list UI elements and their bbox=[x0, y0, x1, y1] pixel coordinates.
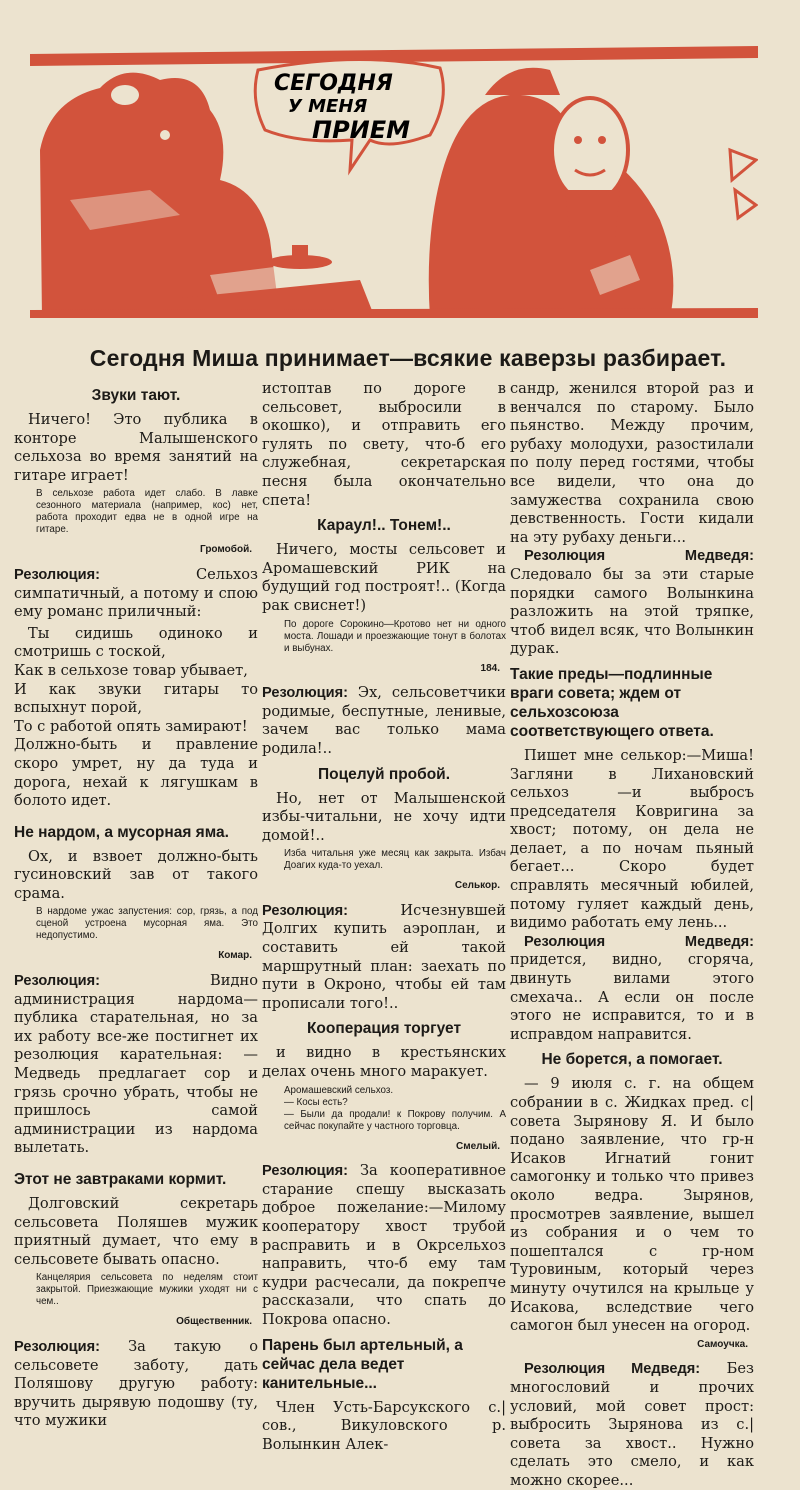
author-signature: Общественник. bbox=[176, 1316, 252, 1328]
poem-line: То с работой опять замирают! bbox=[14, 717, 248, 735]
column-3 bbox=[510, 380, 754, 1490]
resolution-label: Резолюция: bbox=[14, 566, 100, 583]
caption-line-1: СЕГОДНЯ bbox=[274, 71, 393, 96]
author-signature: Громобой. bbox=[200, 544, 252, 556]
author-signature: Комар. bbox=[218, 950, 252, 962]
article-title: Не нардом, а мусорная яма. bbox=[14, 823, 229, 841]
resolution-label: Резолюция Медведя: bbox=[524, 1361, 701, 1378]
reader-letter: В нардоме ужас запустения: сор, грязь, а под сценой устроена мусорная яма. Это недопустимо. bbox=[36, 906, 258, 942]
resolution-label: Резолюция Медведя: bbox=[524, 933, 754, 950]
article-title: Звуки тают. bbox=[91, 387, 181, 404]
reader-letter: В сельхозе работа идет слабо. В лавке сезонного материала (например, кос) нет, работа проходит едва не в одной игре на гитаре. bbox=[36, 488, 258, 536]
column-1 bbox=[14, 380, 258, 1431]
letter-line: — Косы есть? bbox=[284, 1096, 348, 1108]
poem-line: Ты сидишь одиноко и смотришь с тоской, bbox=[14, 624, 258, 661]
resolution-text: Следовало бы за эти старые порядки самого Волынкина разложить на этой тряпке, чтоб видел всяк, что Волынкин дурак. bbox=[510, 565, 754, 658]
resolution-text: Без многословий и прочих условий, мой совет прост: выбросить Зырянова из с.|совета за хвост.. Нужно сделать это смело, и как можно скорее... bbox=[510, 1360, 754, 1489]
letter-line: Аромашевский сельхоз. bbox=[284, 1084, 394, 1096]
resolution-text: За кооперативное старание спешу высказать доброе пожелание:—Милому кооператору хвост трубой расправить и в Окрсельхоз направить, что-б ему там кудри расчесали, да покрепче рассказали, что спать до Покрова опасно. bbox=[262, 1162, 507, 1328]
resolution-label: Резолюция: bbox=[262, 1163, 348, 1180]
resolution-text: Исчезнувшей Долгих купить аэроплан, и составить ей такой маршрутный план: заехать по пути в Окроно, чтобы ей там прописали того!.. bbox=[262, 901, 506, 1012]
poem-line: И как звуки гитары то вспыхнут порой, bbox=[14, 680, 258, 717]
resolution-label: Резолюция: bbox=[262, 902, 348, 919]
resolution-text: За такую о сельсовете заботу, дать Поляшову другую работу: вручить дырявую подошву (ту, что мужики bbox=[14, 1337, 259, 1430]
resolution-label: Резолюция: bbox=[14, 1338, 100, 1355]
article-body: и видно в крестьянских делах очень много маракует. bbox=[262, 1044, 506, 1081]
header-illustration bbox=[30, 40, 758, 318]
reader-letter: Изба читальня уже месяц как закрыта. Избач Доагих куда-то уехал. bbox=[284, 848, 506, 872]
article-title: Кооперация торгует bbox=[306, 1020, 462, 1038]
article-body: Ох, и взвоет должно-быть гусиновский зав от такого срама. bbox=[14, 847, 258, 902]
reader-letter bbox=[284, 1085, 506, 1133]
article-body: Пишет мне селькор:—Миша! Загляни в Лихановский сельхоз —и выбросъ председателя Ковригина за хвост; потому, он дела не делает, а по ночам пьяный бегает... Скоро будет справлять месячный юбилей, потому гуляет каждый день, видимо работать ему лень... bbox=[510, 746, 754, 932]
resolution-label: Резолюция Медведя: bbox=[524, 548, 754, 565]
resolution-text: придется, видно, сгоряча, двинуть вилами этого смехача.. А если он после этого не исправится, то и в исправдом направится. bbox=[510, 951, 754, 1043]
poem-line: Как в сельхозе товар убывает, bbox=[14, 661, 248, 679]
article-title: Парень был артельный, а сейчас дела ведет канительные... bbox=[262, 1336, 463, 1392]
article-body: Но, нет от Малышенской избы-читальни, не хочу идти домой!.. bbox=[262, 789, 506, 844]
author-signature: Смелый. bbox=[456, 1140, 500, 1152]
poem bbox=[14, 625, 258, 811]
resolution-text: Сельхоз симпатичный, а потому и спою ему романс приличный: bbox=[14, 565, 258, 621]
reader-letter: По дороге Сорокино—Кротово нет ни одного моста. Лошади и проезжающие тонут в болотах и выбунах. bbox=[284, 618, 506, 654]
article-title: Такие преды—подлинные враги совета; ждем от сельхозсоюза соответствующего ответа. bbox=[510, 665, 714, 740]
letter-line: — Были да продали! к Покрову получим. А сейчас покупайте у частного торговца. bbox=[284, 1108, 506, 1132]
article-body: Член Усть-Барсукского с.|сов., Викуловского р. Волынкин Алек- bbox=[262, 1398, 506, 1453]
author-signature: Самоучка. bbox=[697, 1338, 748, 1350]
page-headline: Сегодня Миша принимает—всякие каверзы разбирает. bbox=[89, 345, 727, 371]
resolution-label: Резолюция: bbox=[14, 973, 100, 990]
article-body: Ничего! Это публика в конторе Малышенского сельхоза во время занятий на гитаре играет! bbox=[14, 411, 258, 484]
article-title: Не борется, а помогает. bbox=[541, 1051, 723, 1069]
author-signature: Селькор. bbox=[454, 880, 500, 892]
article-body: — 9 июля с. г. на общем собрании в с. Жидках пред. с|совета Зырянову Я. И было подано заявление, что гр-н Исаков Игнатий гонит самогонку и только что привез около ведра. Зырянов, просмотрев заявление, вышел из собрания и о чем то пошептался с гр-ном Туровиным, который через минуту очутился на крыльце у Исакова, вследствие чего самогон был унесен на огород. bbox=[510, 1075, 754, 1335]
article-title: Этот не завтраками кормит. bbox=[14, 1171, 227, 1188]
article-title: Поцелуй пробой. bbox=[317, 765, 451, 783]
author-signature: 184. bbox=[480, 662, 500, 674]
article-body: Ничего, мосты сельсовет и Аромашевский РИК на будущий год построят!.. (Когда рак свиснет!) bbox=[262, 541, 506, 614]
resolution-text: Эх, сельсоветчики родимые, беспутные, ленивые, зачем вас только мама родила!.. bbox=[262, 684, 506, 757]
article-body: Долговский секретарь сельсовета Поляшев мужик приятный думает, что ему в сельсовете бывать опасно. bbox=[14, 1195, 258, 1268]
article-title: Караул!.. Тонем!.. bbox=[317, 517, 451, 535]
poem-line: Должно-быть и правление скоро умрет, ну да туда и дорога, нехай к лягушкам в болото идет. bbox=[14, 736, 258, 810]
resolution-text: Видно администрация нардома—публика старательная, но за их работу все-же постигнет их резолюция карательная: —Медведь предлагает сор и грязь срочно убрать, чтобы не пришлось самой администрации из нардома вылетать. bbox=[14, 972, 258, 1157]
article-body-continued: истоптав по дороге в сельсовет, выбросили в окошко), и отправить его гулять по свету, что-б его служебная, секретарская песня была окончательно спета! bbox=[262, 380, 506, 509]
caption-line-2: У МЕНЯ bbox=[288, 96, 368, 117]
column-2 bbox=[262, 380, 506, 1454]
resolution-label: Резолюция: bbox=[262, 685, 348, 702]
caption-line-3: ПРИЕМ bbox=[312, 116, 411, 144]
reader-letter: Канцелярия сельсовета по неделям стоит закрытой. Приезжающие мужики уходят ни с чем.. bbox=[36, 1272, 258, 1308]
article-body-continued: сандр, женился второй раз и венчался по старому. Было пьянство. Между прочим, рубаху молодухи, разостилали по полу перед гостями, чтобы все видели, что она до замужества сохранила свою девственность. Гости кидали на эту рубаху деньги... bbox=[510, 380, 754, 546]
